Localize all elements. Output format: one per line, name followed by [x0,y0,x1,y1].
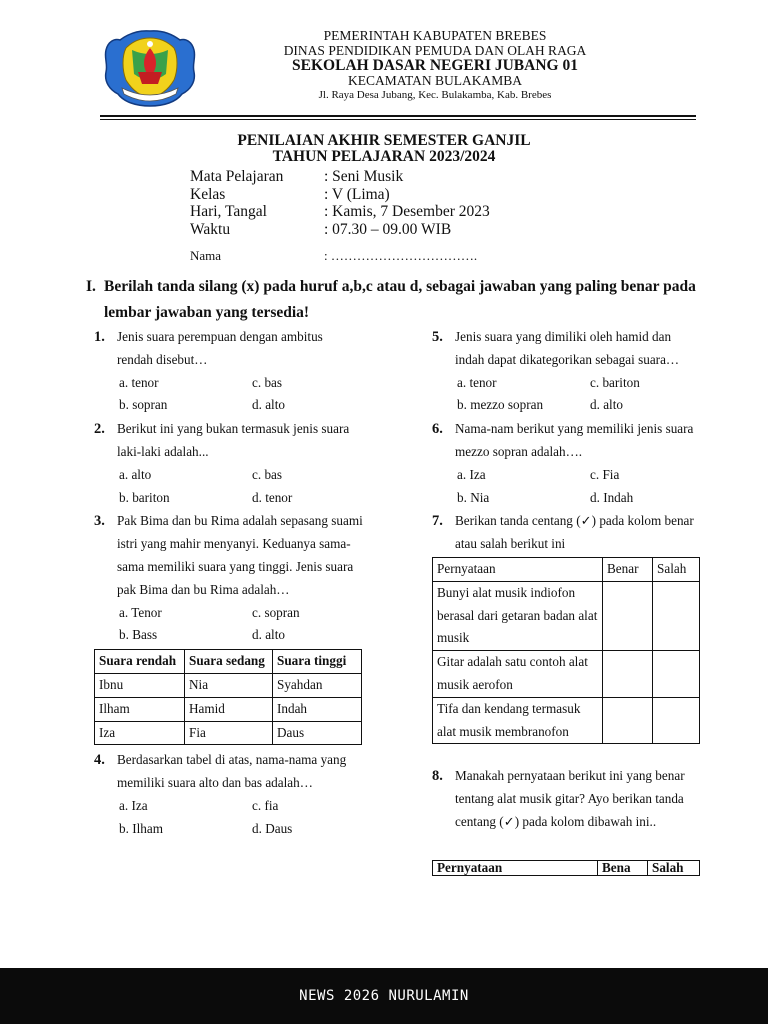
option-b: b. sopran [119,397,168,413]
option-c: c. fia [252,797,279,813]
question-text: Manakah pernyataan berikut ini yang benar tentang alat musik gitar? Ayo berikan tanda centang (✓) pada kolom dibawah ini.. [455,768,685,829]
letterhead-divider [100,115,696,117]
option-c: c. bas [252,374,283,390]
table-header-cell: Pernyataan [433,860,598,875]
question-7 [432,510,707,556]
meta-row [190,221,490,239]
answer-options [117,464,374,510]
table-header-cell: Suara rendah [95,650,185,674]
section-instruction [86,274,706,326]
option-b: b. mezzo sopran [457,397,544,413]
statement-cell: Tifa dan kendang termasuk alat musik membranofon [433,697,603,744]
true-false-table [432,557,700,744]
table-header-row [433,557,700,581]
table-row [433,581,700,650]
answer-options [117,795,374,841]
table-cell: Ibnu [95,673,185,697]
questions-right-column [432,326,707,876]
letterhead-district: KECAMATAN BULAKAMBA [347,73,523,88]
table-cell: Hamid [185,697,273,721]
option-a: a. tenor [119,374,159,390]
table-header-row [433,860,700,875]
exam-title-line2: TAHUN PELAJARAN 2023/2024 [272,148,496,165]
meta-value: : Kamis, 7 Desember 2023 [324,203,490,220]
meta-label: Waktu [190,220,231,238]
option-d: d. tenor [252,489,293,505]
option-b: b. bariton [119,489,170,505]
meta-row [190,168,490,186]
letterhead-address: Jl. Raya Desa Jubang, Kec. Bulakamba, Kab. Brebes [318,89,552,101]
option-c: c. bariton [590,374,640,390]
letterhead [100,26,680,112]
question-number: 2. [94,421,105,438]
table-cell: Syahdan [273,673,362,697]
option-b: b. Ilham [119,820,163,836]
statement-cell: Gitar adalah satu contoh alat musik aerofon [433,651,603,698]
table-cell: Daus [273,721,362,745]
table-cell: Nia [185,673,273,697]
question-number: 3. [94,513,105,530]
letterhead-school-name: SEKOLAH DASAR NEGERI JUBANG 01 [292,57,578,74]
table-header-cell: Bena [598,860,648,875]
footer-text: NEWS 2026 NURULAMIN [299,988,469,1004]
salah-answer-cell[interactable] [653,651,700,698]
option-c: c. Fia [590,466,620,482]
footer-banner [0,968,768,1024]
benar-answer-cell[interactable] [603,697,653,744]
exam-meta [190,168,490,238]
exam-title-line1: PENILAIAN AKHIR SEMESTER GANJIL [237,132,531,149]
table-row [433,651,700,698]
option-d: d. alto [590,397,623,413]
question-text: Jenis suara perempuan dengan ambitus rendah disebut… [117,329,323,367]
instruction-text: Berilah tanda silang (x) pada huruf a,b,c atau d, sebagai jawaban yang paling benar pada lembar jawaban yang tersedia! [104,278,696,321]
table-cell: Indah [273,697,362,721]
student-name-blank: : ……………………………. [324,248,478,263]
question-number: 1. [94,329,105,345]
question-6 [432,418,707,509]
answer-options [455,464,707,510]
meta-label: Mata Pelajaran [190,168,284,185]
question-number: 6. [432,421,443,438]
table-header-cell: Salah [648,860,700,875]
statement-cell: Bunyi alat musik indiofon berasal dari getaran badan alat musik [433,581,603,650]
option-d: d. alto [252,627,285,643]
voice-type-table [94,649,362,745]
table-header-cell: Salah [653,557,700,581]
meta-label: Hari, Tangal [190,203,267,220]
option-d: d. alto [252,397,285,413]
question-8 [432,765,707,833]
benar-answer-cell[interactable] [603,581,653,650]
question-text: Berikut ini yang bukan termasuk jenis suara laki-laki adalah... [117,421,350,459]
meta-value: : Seni Musik [324,168,404,185]
table-row [433,697,700,744]
table-header-cell: Suara sedang [185,650,273,674]
question-text: Berdasarkan tabel di atas, nama-nama yang memiliki suara alto dan bas adalah… [117,752,347,791]
question-5 [432,326,707,417]
answer-options [455,372,707,418]
option-c: c. sopran [252,604,300,620]
guitar-statement-table [432,860,700,876]
brebes-regency-emblem-icon [102,28,198,108]
question-text: Berikan tanda centang (✓) pada kolom benar atau salah berikut ini [455,513,694,552]
question-number: 8. [432,768,443,785]
meta-value: : 07.30 – 09.00 WIB [324,220,452,238]
table-cell: Ilham [95,697,185,721]
option-b: b. Nia [457,489,490,505]
table-cell: Iza [95,721,185,745]
meta-label: Kelas [190,185,226,203]
question-text: Jenis suara yang dimiliki oleh hamid dan indah dapat dikategorikan sebagai suara… [455,329,680,367]
question-2 [94,418,374,509]
question-3 [94,510,374,647]
exam-title [0,133,768,165]
table-header-row [95,650,362,674]
table-cell: Fia [185,721,273,745]
option-a: a. tenor [457,374,497,390]
table-row [95,673,362,697]
question-number: 4. [94,752,105,769]
option-a: a. Iza [457,466,486,482]
question-number: 5. [432,329,443,345]
question-4 [94,749,374,840]
table-header-cell: Suara tinggi [273,650,362,674]
letterhead-department: DINAS PENDIDIKAN PEMUDA DAN OLAH RAGA [283,43,587,58]
option-d: d. Indah [590,489,634,505]
question-text: Nama-nam berikut yang memiliki jenis suara mezzo sopran adalah…. [455,421,694,459]
option-b: b. Bass [119,627,158,643]
answer-options [117,602,374,648]
benar-answer-cell[interactable] [603,651,653,698]
option-a: a. Tenor [119,604,162,620]
salah-answer-cell[interactable] [653,697,700,744]
option-a: a. alto [119,466,152,482]
student-name-field [190,248,477,264]
student-name-label: Nama [190,248,222,263]
option-c: c. bas [252,466,283,482]
table-row [95,697,362,721]
option-a: a. Iza [119,797,148,813]
meta-row [190,186,490,204]
salah-answer-cell[interactable] [653,581,700,650]
question-number: 7. [432,513,443,530]
table-row [95,721,362,745]
letterhead-government: PEMERINTAH KABUPATEN BREBES [323,28,547,43]
question-text: Pak Bima dan bu Rima adalah sepasang suami istri yang mahir menyanyi. Keduanya sama-sama memiliki suara yang tinggi. Jenis suara pak Bima dan bu Rima adalah… [117,513,363,597]
question-1 [94,326,374,417]
answer-options [117,372,374,418]
meta-row [190,203,490,221]
section-number: I. [86,278,96,295]
questions-left-column [94,326,374,842]
table-header-cell: Pernyataan [433,557,603,581]
table-header-cell: Benar [603,557,653,581]
letterhead-divider-thin [100,119,696,120]
option-d: d. Daus [252,820,293,836]
meta-value: : V (Lima) [324,185,390,203]
